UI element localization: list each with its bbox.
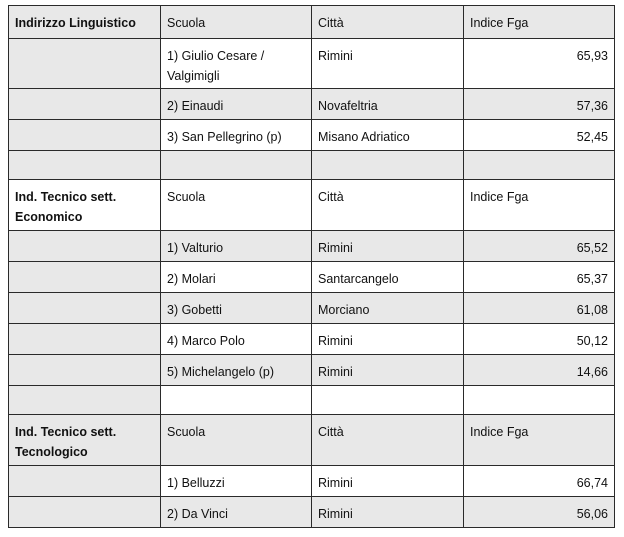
school-cell: 1) Belluzzi: [161, 466, 312, 497]
table-row: [9, 497, 615, 528]
city-cell: Misano Adriatico: [312, 120, 464, 151]
table-row: [9, 262, 615, 293]
column-header-city: Città: [312, 6, 464, 39]
table-row: [9, 120, 615, 151]
table-row: [9, 355, 615, 386]
section-title: Indirizzo Linguistico: [9, 6, 161, 39]
table-row: [9, 39, 615, 89]
city-cell: Santarcangelo: [312, 262, 464, 293]
index-cell: 65,93: [464, 39, 615, 89]
index-cell: 66,74: [464, 466, 615, 497]
column-header-city: Città: [312, 415, 464, 466]
city-cell: Rimini: [312, 497, 464, 528]
section-header-row: [9, 180, 615, 231]
index-cell: 65,37: [464, 262, 615, 293]
city-cell: Morciano: [312, 293, 464, 324]
section-header-row: [9, 415, 615, 466]
empty-cell: [9, 497, 161, 528]
empty-cell: [161, 151, 312, 180]
empty-cell: [9, 466, 161, 497]
spacer-row: [9, 386, 615, 415]
index-cell: 65,52: [464, 231, 615, 262]
city-cell: Rimini: [312, 39, 464, 89]
city-cell: Rimini: [312, 355, 464, 386]
schools-table: [8, 5, 615, 528]
spacer-row: [9, 151, 615, 180]
empty-cell: [9, 120, 161, 151]
school-cell: 3) Gobetti: [161, 293, 312, 324]
column-header-city: Città: [312, 180, 464, 231]
empty-cell: [312, 151, 464, 180]
school-cell: 4) Marco Polo: [161, 324, 312, 355]
table-row: [9, 293, 615, 324]
table-row: [9, 466, 615, 497]
school-cell: 2) Da Vinci: [161, 497, 312, 528]
column-header-school: Scuola: [161, 415, 312, 466]
city-cell: Rimini: [312, 231, 464, 262]
empty-cell: [9, 324, 161, 355]
empty-cell: [464, 151, 615, 180]
empty-cell: [312, 386, 464, 415]
school-cell: 2) Molari: [161, 262, 312, 293]
empty-cell: [9, 262, 161, 293]
school-cell: 1) Valturio: [161, 231, 312, 262]
school-cell: 2) Einaudi: [161, 89, 312, 120]
city-cell: Rimini: [312, 324, 464, 355]
school-cell: 1) Giulio Cesare / Valgimigli: [161, 39, 312, 89]
index-cell: 61,08: [464, 293, 615, 324]
empty-cell: [9, 386, 161, 415]
empty-cell: [161, 386, 312, 415]
school-cell: 5) Michelangelo (p): [161, 355, 312, 386]
empty-cell: [464, 386, 615, 415]
city-cell: Novafeltria: [312, 89, 464, 120]
index-cell: 56,06: [464, 497, 615, 528]
index-cell: 52,45: [464, 120, 615, 151]
school-cell: 3) San Pellegrino (p): [161, 120, 312, 151]
empty-cell: [9, 39, 161, 89]
column-header-index: Indice Fga: [464, 6, 615, 39]
empty-cell: [9, 355, 161, 386]
index-cell: 14,66: [464, 355, 615, 386]
table-row: [9, 324, 615, 355]
index-cell: 50,12: [464, 324, 615, 355]
column-header-index: Indice Fga: [464, 180, 615, 231]
city-cell: Rimini: [312, 466, 464, 497]
empty-cell: [9, 151, 161, 180]
section-header-row: [9, 6, 615, 39]
column-header-school: Scuola: [161, 180, 312, 231]
index-cell: 57,36: [464, 89, 615, 120]
column-header-school: Scuola: [161, 6, 312, 39]
section-title: Ind. Tecnico sett. Economico: [9, 180, 161, 231]
column-header-index: Indice Fga: [464, 415, 615, 466]
table-row: [9, 231, 615, 262]
section-title: Ind. Tecnico sett. Tecnologico: [9, 415, 161, 466]
empty-cell: [9, 89, 161, 120]
table-row: [9, 89, 615, 120]
empty-cell: [9, 293, 161, 324]
empty-cell: [9, 231, 161, 262]
